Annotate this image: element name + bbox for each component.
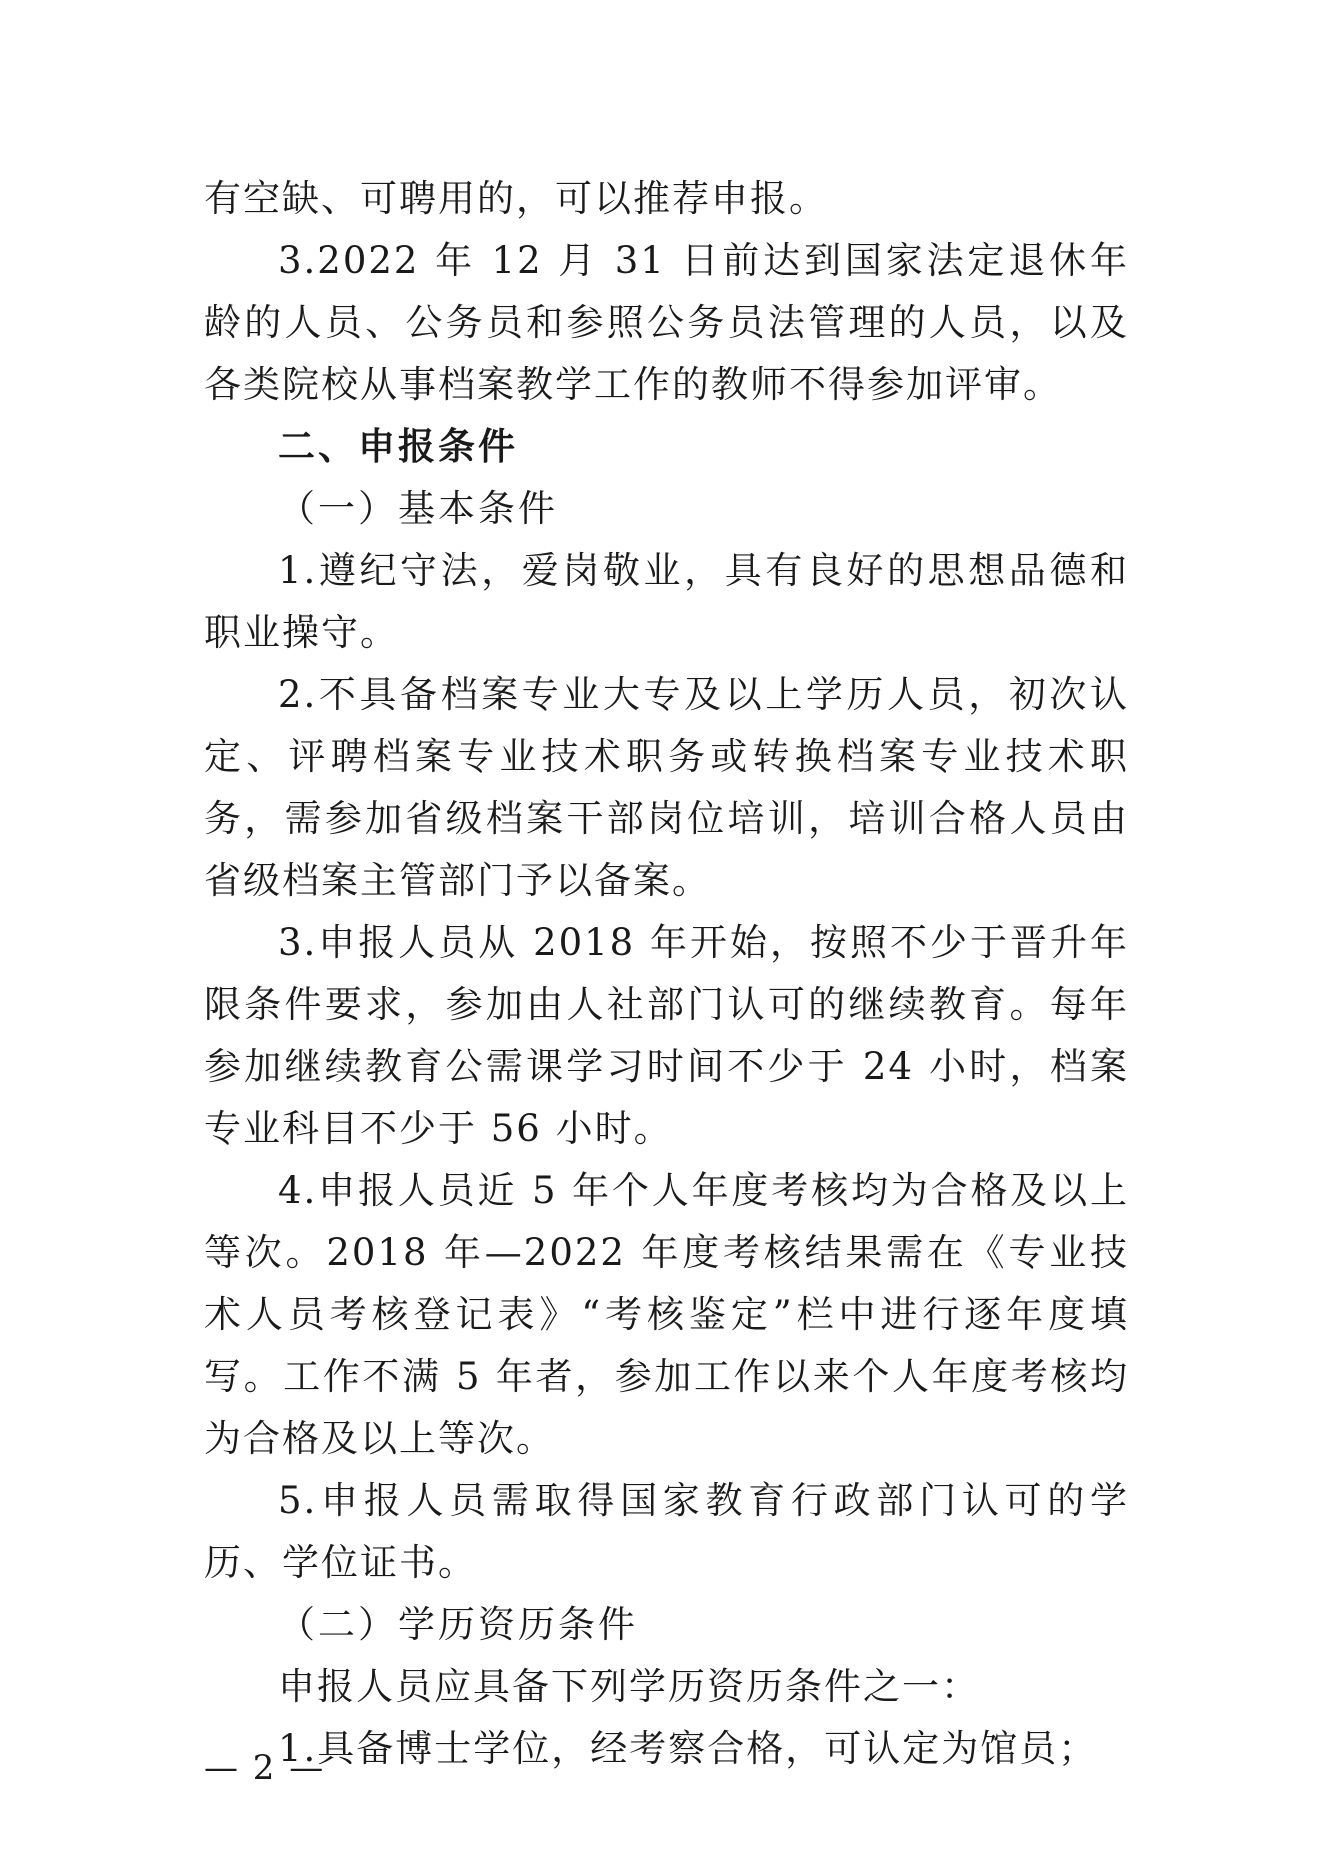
subsection-heading-education-qualifications: （二）学历资历条件 (278, 1603, 638, 1646)
paragraph-continuation: 有空缺、可聘用的，可以推荐申报。 (204, 177, 828, 220)
page-number: — 2 — (204, 1748, 326, 1788)
subsection-heading-basic-conditions: （一）基本条件 (278, 487, 558, 530)
paragraph-qualification-intro: 申报人员应具备下列学历资历条件之一： (278, 1665, 980, 1708)
paragraph-condition-2: 2.不具备档案专业大专及以上学历人员，初次认定、评聘档案专业技术职务或转换档案专业技术职务，需参加省级档案干部岗位培训，培训合格人员由省级档案主管部门予以备案。 (204, 673, 1129, 902)
document-body (204, 168, 1129, 1780)
paragraph-qualification-1: 1.具备博士学位，经考察合格，可认定为馆员； (278, 1727, 1098, 1770)
paragraph-condition-3: 3.申报人员从 2018 年开始，按照不少于晋升年限条件要求，参加由人社部门认可的继续教育。每年参加继续教育公需课学习时间不少于 24 小时，档案专业科目不少于 56 小时。 (204, 921, 1129, 1150)
paragraph-condition-5: 5.申报人员需取得国家教育行政部门认可的学历、学位证书。 (204, 1479, 1129, 1584)
paragraph-retirement-exclusion: 3.2022 年 12 月 31 日前达到国家法定退休年龄的人员、公务员和参照公务员法管理的人员，以及各类院校从事档案教学工作的教师不得参加评审。 (204, 239, 1129, 406)
paragraph-condition-1: 1.遵纪守法，爱岗敬业，具有良好的思想品德和职业操守。 (204, 549, 1129, 654)
paragraph-condition-4: 4.申报人员近 5 年个人年度考核均为合格及以上等次。2018 年—2022 年度考核结果需在《专业技术人员考核登记表》“考核鉴定”栏中进行逐年度填写。工作不满 5 年者，参加工作以来个人年度考核均为合格及以上等次。 (204, 1169, 1129, 1460)
section-heading-application-conditions: 二、申报条件 (278, 425, 518, 468)
